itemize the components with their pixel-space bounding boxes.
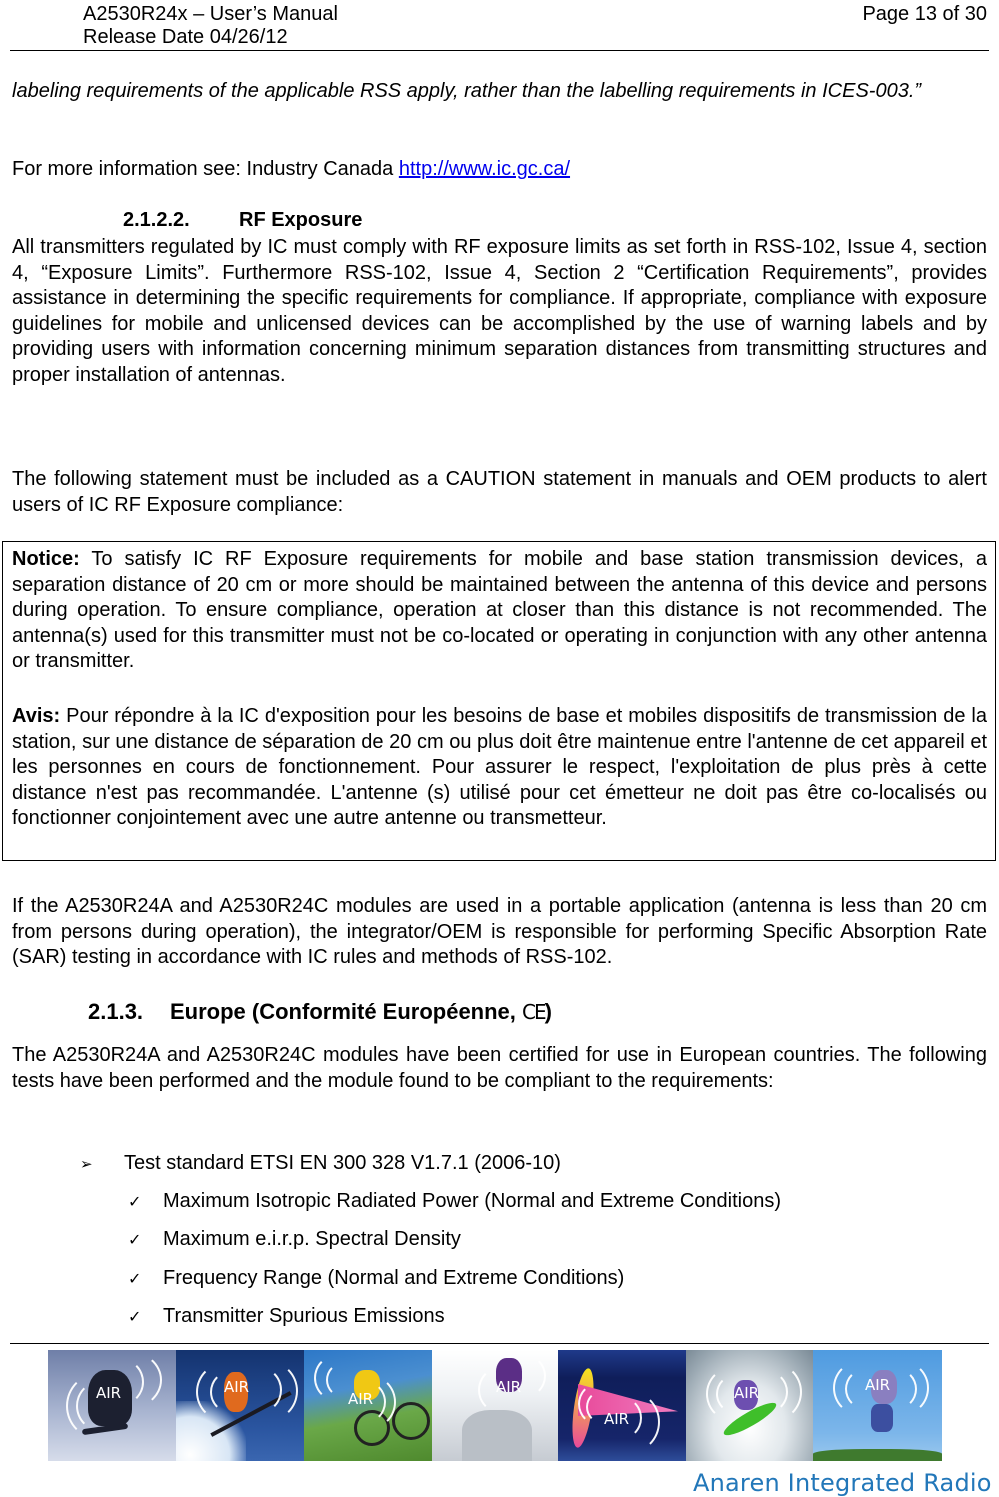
section-title-close: ) <box>544 999 552 1024</box>
air-badge: AIR <box>734 1384 760 1402</box>
check-item-label: Maximum e.i.r.p. Spectral Density <box>163 1228 461 1250</box>
banner-panel-inline-skater <box>813 1350 942 1461</box>
air-badge: AIR <box>604 1410 630 1428</box>
checkmark-icon: ✓ <box>128 1230 142 1249</box>
checkmark-icon: ✓ <box>128 1192 142 1211</box>
check-item-label: Maximum Isotropic Radiated Power (Normal and Extreme Conditions) <box>163 1190 782 1212</box>
avis-text: Pour répondre à la IC d'exposition pour les besoins de base et mobiles dispositifs de transmission de la station, sur une distance de séparation de 20 cm ou plus doit être maintenue entre l'antenne de cet appareil et les personnes en cours de fonctionnement. Pour assurer le respect, l'exploitation de plus près à cette distance n'est pas recommandée. L'antenne (s) utilisé pour cet émetteur ne doit pas être co-localisés ou fonctionner conjointement avec une autre antenne ou transmetteur. <box>12 705 987 829</box>
test-standard-label: Test standard ETSI EN 300 328 V1.7.1 (2006-10) <box>124 1152 561 1174</box>
check-item-label: Frequency Range (Normal and Extreme Conditions) <box>163 1267 625 1289</box>
test-standard-item <box>80 1151 561 1176</box>
notice-paragraph <box>12 547 987 675</box>
caution-intro-paragraph: The following statement must be included as a CAUTION statement in manuals and OEM products to alert users of IC RF Exposure compliance: <box>12 468 987 516</box>
notice-label: Notice: <box>12 548 80 570</box>
more-info-paragraph <box>12 157 987 183</box>
ce-mark-icon: CE <box>522 1000 545 1024</box>
section-title-europe <box>170 999 552 1025</box>
section-number-2-1-3: 2.1.3. <box>88 999 144 1024</box>
section-title-europe-text: Europe (Conformité Européenne, <box>170 999 523 1024</box>
air-badge: AIR <box>348 1390 374 1408</box>
banner-panel-windsurfer <box>558 1350 686 1461</box>
checkmark-icon: ✓ <box>128 1307 142 1326</box>
section-number-2-1-2-2: 2.1.2.2. <box>123 209 190 231</box>
banner-panel-mountain-biker <box>304 1350 432 1461</box>
page-indicator: Page 13 of 30 <box>862 3 987 25</box>
rf-exposure-paragraph: All transmitters regulated by IC must comply with RF exposure limits as set forth in RSS-102, Issue 4, section 4, “Exposure Limits”. Furthermore RSS-102, Issue 4, Section 2 “Certification Requirements”, provides assistance in determining the specific requirements for compliance. If appropriate, compliance with exposure guidelines for mobile and unlicensed devices can be accomplished by the use of warning labels and by providing users with information concerning minimum separation distances from transmitting structures and proper installation of antennas. <box>12 236 987 386</box>
check-item <box>128 1304 445 1329</box>
avis-label: Avis: <box>12 705 61 727</box>
air-badge: AIR <box>96 1384 122 1402</box>
checkmark-icon: ✓ <box>128 1269 142 1288</box>
snowy-trees <box>462 1410 532 1461</box>
arrow-bullet-icon: ➢ <box>80 1155 93 1173</box>
europe-paragraph: The A2530R24A and A2530R24C modules have been certified for use in European countries. The following tests have been performed and the module found to be compliant to the requirements: <box>12 1044 987 1092</box>
header-divider <box>10 50 989 51</box>
sar-paragraph: If the A2530R24A and A2530R24C modules are used in a portable application (antenna is less than 20 cm from persons during operation), the integrator/OEM is responsible for performing Specific Absorption Rate (SAR) testing in accordance with IC rules and methods of RSS-102. <box>12 895 987 968</box>
treeline <box>813 1449 942 1461</box>
intro-paragraph: labeling requirements of the applicable RSS apply, rather than the labelling requirements in ICES-003.” <box>12 80 922 102</box>
footer-banner <box>48 1350 942 1461</box>
banner-panel-skier <box>176 1350 304 1461</box>
air-badge: AIR <box>865 1376 891 1394</box>
more-info-text: For more information see: Industry Canada <box>12 158 399 180</box>
notice-text: To satisfy IC RF Exposure requirements for mobile and base station transmission devices, a separation distance of 20 cm or more should be maintained between the antenna of this device and persons during operation. To ensure compliance, operation at closer than this distance is not recommended. The antenna(s) used for this transmitter must not be co-located or operating in conjunction with any other antenna or transmitter. <box>12 548 987 672</box>
check-item-label: Transmitter Spurious Emissions <box>163 1305 445 1327</box>
footer-divider <box>10 1343 989 1344</box>
air-badge: AIR <box>224 1378 250 1396</box>
banner-panel-snowboarder <box>432 1350 558 1461</box>
banner-panel-kayaker <box>686 1350 813 1461</box>
anaren-tagline: Anaren Integrated Radio <box>693 1469 992 1497</box>
check-item <box>128 1189 781 1214</box>
banner-panel-skateboarder <box>48 1350 176 1461</box>
check-item <box>128 1266 624 1291</box>
avis-paragraph <box>12 704 987 832</box>
section-title-rf-exposure: RF Exposure <box>239 209 363 231</box>
release-date: Release Date 04/26/12 <box>83 26 288 48</box>
air-badge: AIR <box>496 1378 522 1396</box>
bike-wheel-icon <box>392 1402 430 1440</box>
industry-canada-link[interactable]: http://www.ic.gc.ca/ <box>398 158 571 180</box>
check-item <box>128 1227 461 1252</box>
document-title: A2530R24x – User’s Manual <box>83 3 338 25</box>
